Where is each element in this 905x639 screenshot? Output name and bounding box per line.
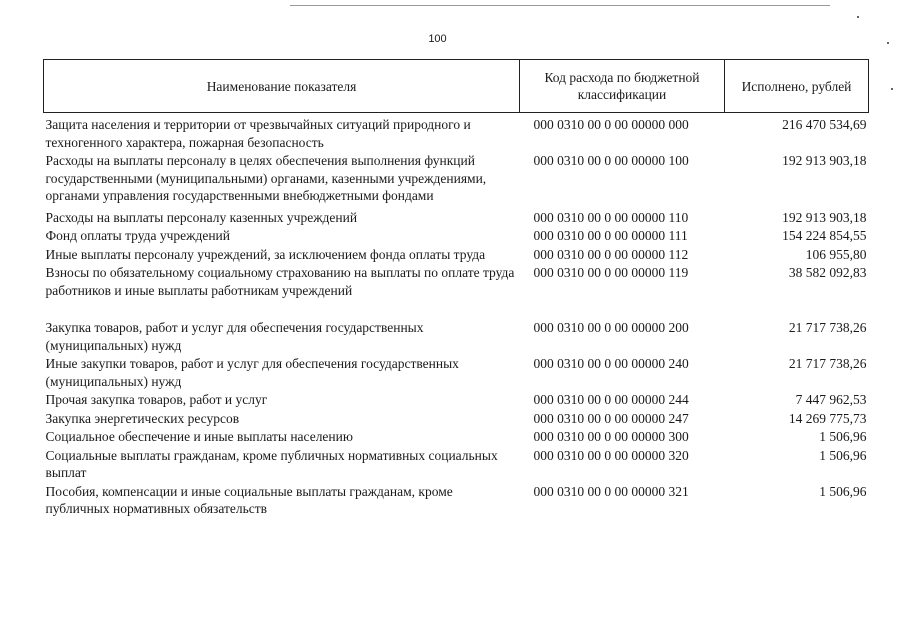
- row-code: 000 0310 00 0 00 00000 240: [533, 356, 689, 371]
- row-code: 000 0310 00 0 00 00000 100: [533, 153, 689, 168]
- expense-report-table: [43, 59, 869, 519]
- row-amount: 1 506,96: [819, 429, 867, 444]
- row-name: Защита населения и территории от чрезвычайных ситуаций природного и техногенного характера, пожарная безопасность: [45, 117, 471, 150]
- row-amount: 14 269 775,73: [788, 410, 867, 426]
- row-amount: 106 955,80: [805, 246, 867, 262]
- row-name: Взносы по обязательному социальному страхованию на выплаты по оплате труда работников и иные выплаты работникам учреждений: [45, 265, 515, 298]
- row-name: Расходы на выплаты персоналу в целях обеспечения выполнения функций государственными (муниципальными) органами, казенными учреждениями, органами управления государственными внебюджетными фондами: [45, 153, 487, 203]
- row-code: 000 0310 00 0 00 00000 200: [533, 320, 689, 335]
- row-name: Социальные выплаты гражданам, кроме публичных нормативных социальных выплат: [45, 447, 498, 480]
- table-row: [44, 152, 869, 209]
- row-amount: 38 582 092,83: [788, 265, 867, 280]
- row-code: 000 0310 00 0 00 00000 110: [533, 209, 689, 225]
- row-code: 000 0310 00 0 00 00000 320: [533, 447, 689, 463]
- row-name: Закупка энергетических ресурсов: [45, 410, 240, 426]
- row-name: Прочая закупка товаров, работ и услуг: [45, 392, 268, 407]
- row-name: Расходы на выплаты персоналу казенных учреждений: [45, 209, 358, 225]
- table-row: [44, 113, 869, 153]
- table-row: [44, 246, 869, 265]
- row-code: 000 0310 00 0 00 00000 247: [533, 410, 689, 426]
- row-name: Пособия, компенсации и иные социальные выплаты гражданам, кроме публичных нормативных обязательств: [45, 483, 453, 516]
- row-code: 000 0310 00 0 00 00000 112: [533, 246, 689, 262]
- row-code: 000 0310 00 0 00 00000 321: [533, 483, 689, 499]
- top-border-line: [290, 5, 830, 6]
- table-row: [44, 447, 869, 483]
- row-name: Иные выплаты персоналу учреждений, за исключением фонда оплаты труда: [45, 246, 486, 262]
- row-code: 000 0310 00 0 00 00000 111: [533, 228, 688, 243]
- table-row: [44, 428, 869, 447]
- row-amount: 21 717 738,26: [788, 356, 867, 371]
- row-amount: 154 224 854,55: [782, 228, 867, 243]
- row-amount: 1 506,96: [819, 483, 867, 499]
- row-amount: 1 506,96: [819, 447, 867, 463]
- row-code: 000 0310 00 0 00 00000 300: [533, 429, 689, 444]
- row-name: Закупка товаров, работ и услуг для обеспечения государственных (муниципальных) нужд: [45, 320, 424, 353]
- row-code: 000 0310 00 0 00 00000 244: [533, 392, 689, 407]
- row-amount: 192 913 903,18: [782, 153, 867, 168]
- header-executed-amount: Исполнено, рублей: [725, 60, 869, 113]
- row-name: Фонд оплаты труда учреждений: [45, 228, 230, 243]
- row-code: 000 0310 00 0 00 00000 119: [533, 265, 689, 280]
- page-number: 100: [428, 33, 447, 45]
- table-row: [44, 355, 869, 391]
- header-indicator-name: Наименование показателя: [44, 60, 520, 113]
- row-amount: 216 470 534,69: [782, 117, 867, 132]
- row-code: 000 0310 00 0 00 00000 000: [533, 117, 689, 132]
- row-amount: 7 447 962,53: [795, 392, 867, 407]
- table-header-row: [44, 60, 869, 113]
- scan-speck: [891, 88, 893, 90]
- scan-speck: [857, 16, 859, 18]
- table-row: [44, 391, 869, 410]
- table-row: [44, 483, 869, 519]
- table-row: [44, 319, 869, 355]
- row-name: Социальное обеспечение и иные выплаты населению: [45, 429, 353, 444]
- table-row: [44, 209, 869, 228]
- table-row: [44, 410, 869, 429]
- header-budget-code: Код расхода по бюджетной классификации: [520, 60, 725, 113]
- table-row: [44, 264, 869, 319]
- row-name: Иные закупки товаров, работ и услуг для обеспечения государственных (муниципальных) нужд: [45, 356, 459, 389]
- table-row: [44, 227, 869, 246]
- row-amount: 192 913 903,18: [782, 209, 867, 225]
- row-amount: 21 717 738,26: [788, 320, 867, 335]
- scan-speck: [887, 42, 889, 44]
